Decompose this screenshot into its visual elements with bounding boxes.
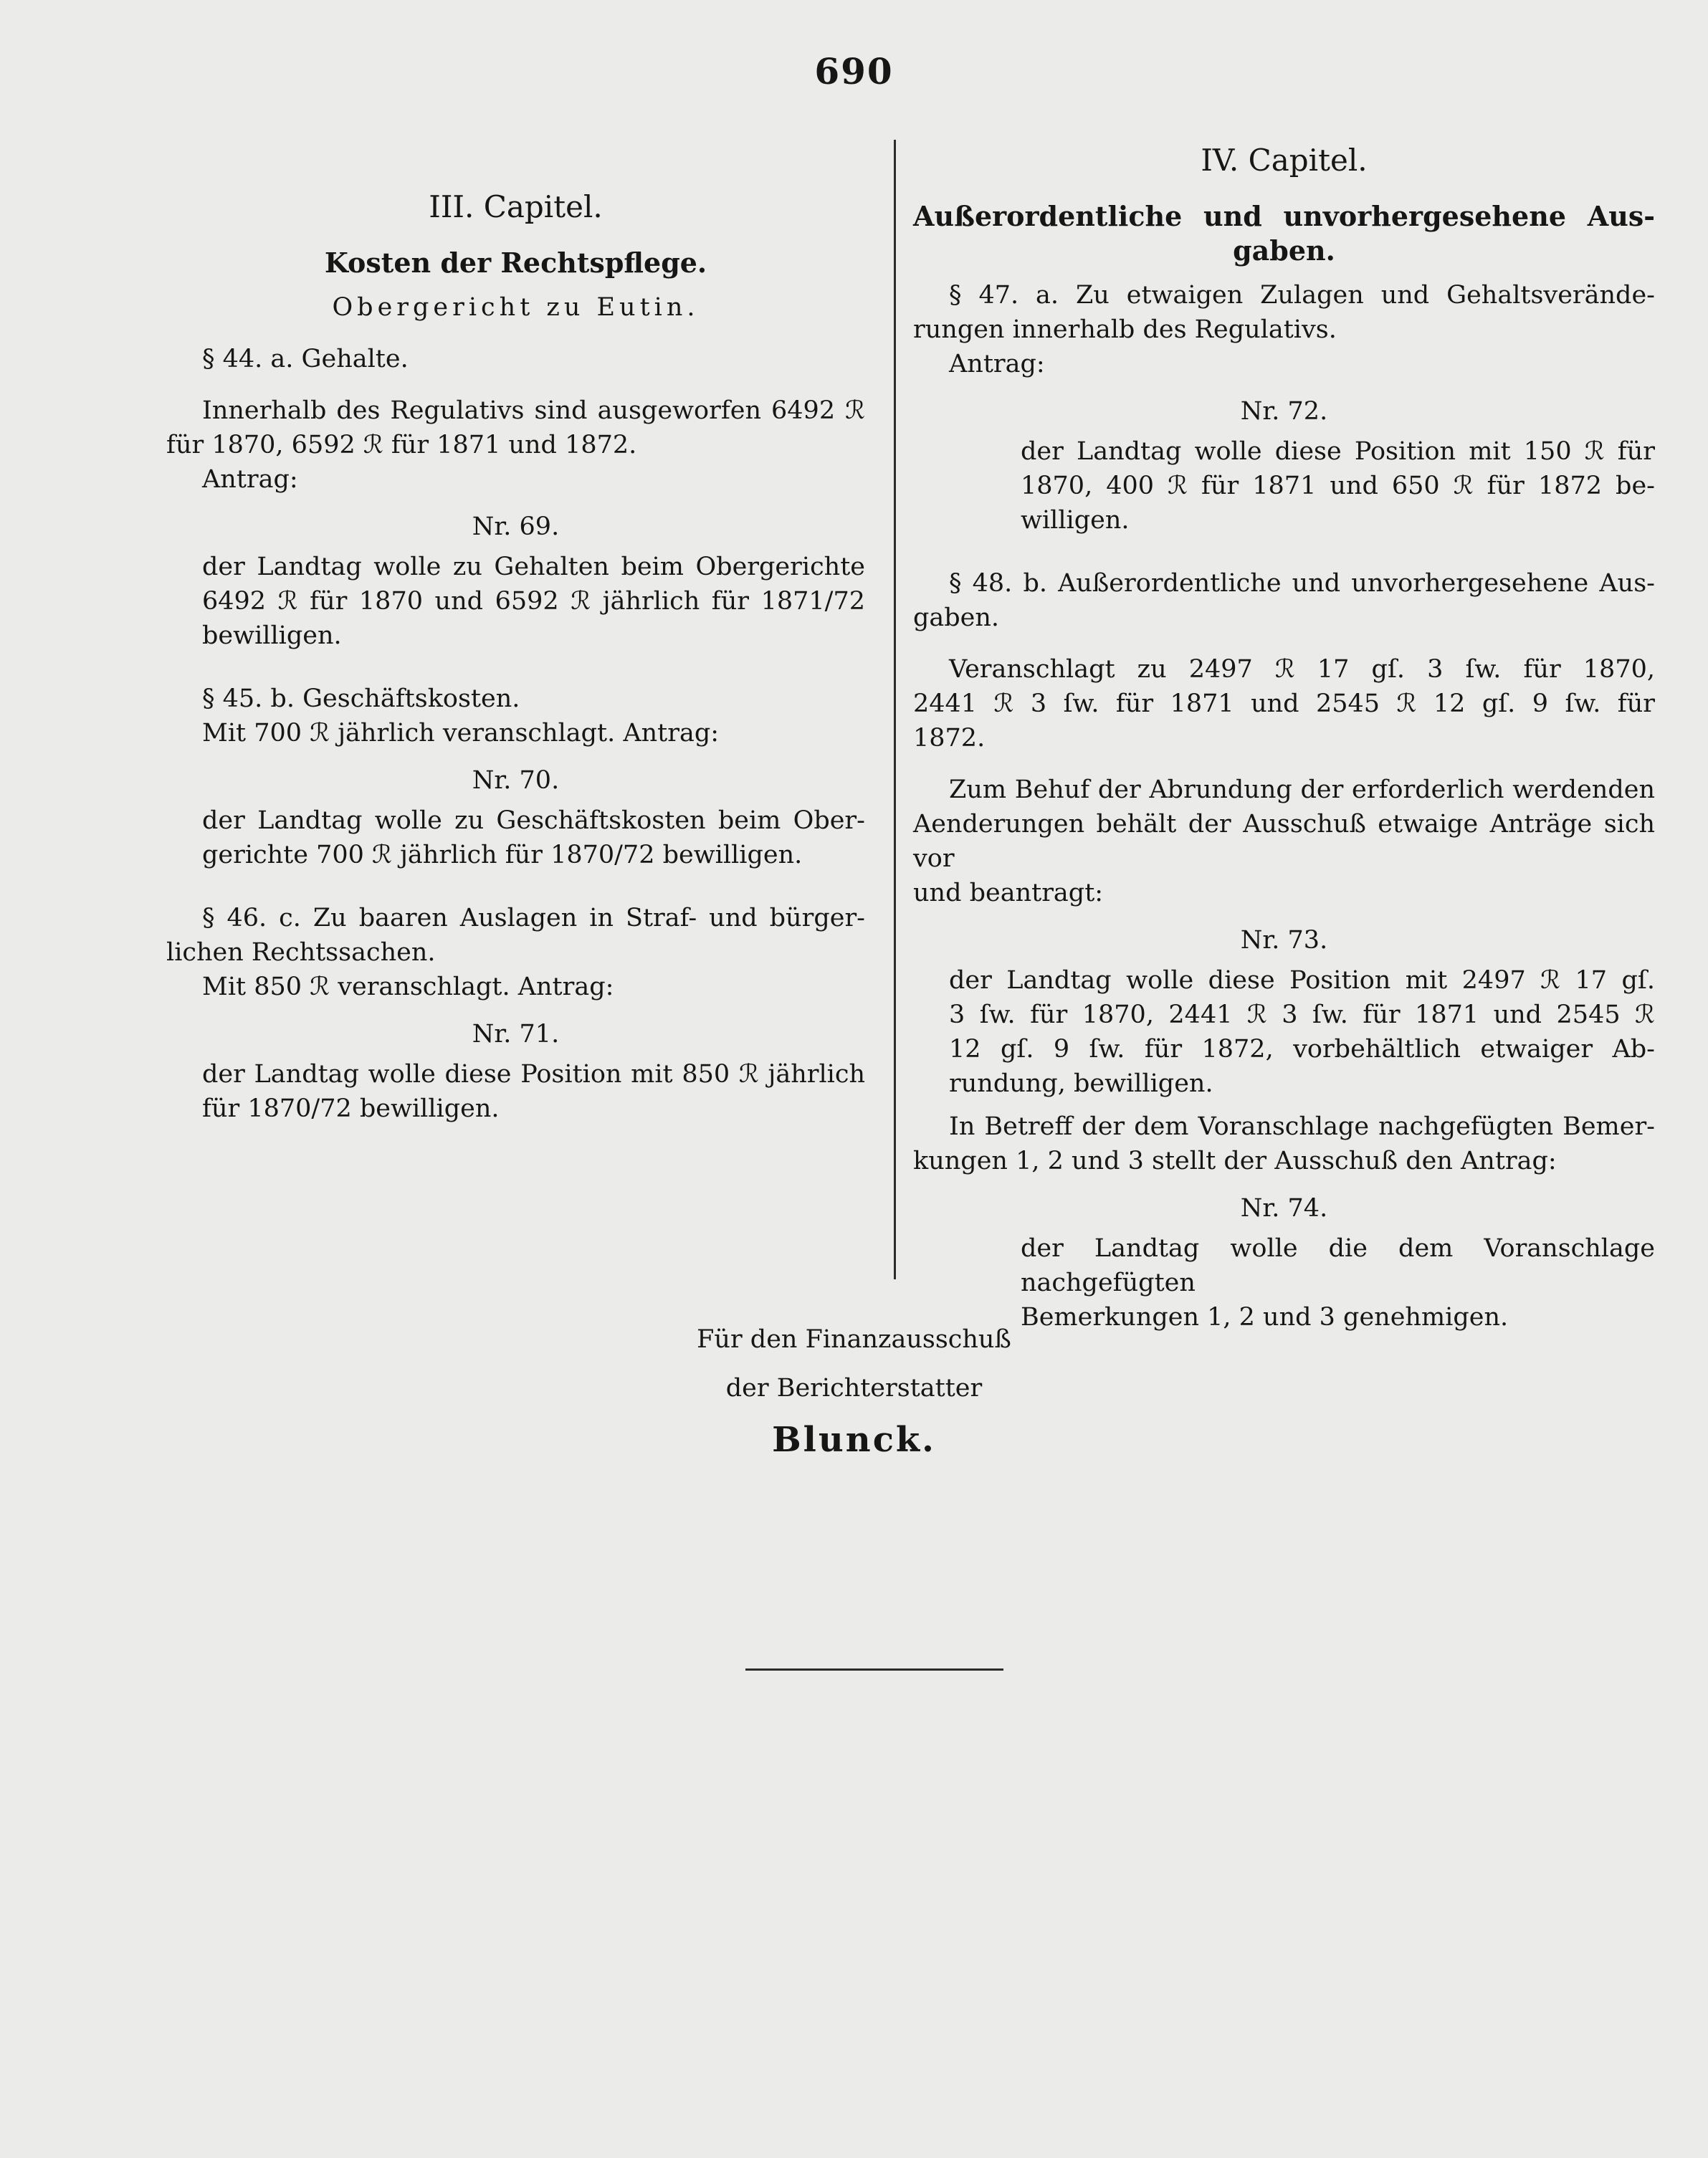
paragraph-44-line1: Innerhalb des Regulativs sind ausgeworfen 6492 ℛ [202, 396, 865, 425]
closing-rule [745, 1668, 1003, 1671]
paragraph-48-line3: Veranschlagt zu 2497 ℛ 17 gſ. 3 ſw. für 1870, [949, 655, 1655, 684]
paragraph-betreff-line2: kungen 1, 2 und 3 stellt der Ausschuß den Antrag: [913, 1147, 1557, 1175]
motion-71-line1: der Landtag wolle diese Position mit 850 ℛ jährlich [202, 1060, 865, 1089]
motion-73-line1: der Landtag wolle diese Position mit 2497 ℛ 17 gſ. [949, 966, 1655, 995]
paragraph-46-line3: Mit 850 ℛ veranschlagt. Antrag: [202, 973, 614, 1001]
antrag-label: Antrag: [202, 465, 298, 494]
motion-72-line1: der Landtag wolle diese Position mit 150 ℛ für [1021, 437, 1655, 466]
paragraph-45-title: § 45. b. Geschäftskosten. [202, 684, 520, 713]
motion-number-69: Nr. 69. [472, 512, 560, 541]
paragraph-46-line1: § 46. c. Zu baaren Auslagen in Straf- und bürger- [202, 904, 865, 932]
motion-number-70: Nr. 70. [472, 766, 560, 795]
motion-72-line3: willigen. [1021, 506, 1130, 535]
section-heading-left: Kosten der Rechtspflege. [324, 247, 707, 279]
motion-number-72: Nr. 72. [1240, 397, 1328, 426]
paragraph-abrundung-line2: Aenderungen behält der Ausschuß etwaige Anträge sich vor [913, 810, 1655, 873]
paragraph-48-line4: 2441 ℛ 3 ſw. für 1871 und 2545 ℛ 12 gſ. 9 ſw. für [913, 689, 1655, 718]
motion-number-71: Nr. 71. [472, 1020, 560, 1049]
column-divider [894, 140, 896, 1279]
motion-number-74: Nr. 74. [1240, 1194, 1328, 1223]
signature-line2: der Berichterstatter [725, 1374, 983, 1403]
left-column [166, 190, 865, 1126]
paragraph-48-line1: § 48. b. Außerordentliche und unvorhergesehene Aus- [949, 569, 1655, 598]
motion-69-line3: bewilligen. [202, 621, 342, 650]
motion-73-line3: 12 gſ. 9 ſw. für 1872, vorbehältlich etwaiger Ab- [949, 1035, 1655, 1064]
motion-70-line2: gerichte 700 ℛ jährlich für 1870/72 bewilligen. [202, 841, 803, 869]
section-heading-right-line2: gaben. [1233, 234, 1335, 267]
motion-number-73: Nr. 73. [1240, 926, 1328, 955]
motion-73-line2: 3 ſw. für 1870, 2441 ℛ 3 ſw. für 1871 und 2545 ℛ [949, 1001, 1655, 1029]
paragraph-46-line2: lichen Rechtssachen. [166, 938, 436, 967]
chapter-heading-left: III. Capitel. [429, 189, 603, 224]
signature-name: Blunck. [772, 1420, 936, 1460]
antrag-label-right: Antrag: [949, 350, 1045, 378]
paragraph-47-line1: § 47. a. Zu etwaigen Zulagen und Gehaltsverände- [949, 281, 1655, 310]
right-column [913, 143, 1655, 1335]
motion-74-line1: der Landtag wolle die dem Voranschlage nachgefügten [1021, 1234, 1655, 1297]
paragraph-abrundung-line1: Zum Behuf der Abrundung der erforderlich werdenden [949, 775, 1655, 804]
motion-70-line1: der Landtag wolle zu Geschäftskosten beim Ober- [202, 806, 865, 835]
signature-line1: Für den Finanzausschuß [697, 1325, 1011, 1354]
section-heading-right-line1: Außerordentliche und unvorhergesehene Aus- [913, 200, 1655, 232]
motion-72-line2: 1870, 400 ℛ für 1871 und 650 ℛ für 1872 be- [1021, 472, 1655, 500]
paragraph-abrundung-line3: und beantragt: [913, 879, 1104, 907]
signature-block [0, 1322, 1708, 1460]
paragraph-45-line1: Mit 700 ℛ jährlich veranschlagt. Antrag: [202, 719, 720, 748]
paragraph-48-line2: gaben. [913, 603, 1000, 632]
paragraph-47-line2: rungen innerhalb des Regulativs. [913, 315, 1337, 344]
chapter-heading-right: IV. Capitel. [1201, 143, 1368, 178]
motion-69-line1: der Landtag wolle zu Gehalten beim Obergerichte [202, 553, 865, 581]
paragraph-44-line2: für 1870, 6592 ℛ für 1871 und 1872. [166, 431, 637, 459]
subheading-left: Obergericht zu Eutin. [332, 293, 700, 322]
paragraph-44-title: § 44. a. Gehalte. [202, 345, 409, 373]
paragraph-betreff-line1: In Betreff der dem Voranschlage nachgefügten Bemer- [949, 1112, 1655, 1141]
motion-71-line2: für 1870/72 bewilligen. [202, 1094, 500, 1123]
motion-69-line2: 6492 ℛ für 1870 und 6592 ℛ jährlich für 1871/72 [202, 587, 865, 616]
paragraph-48-line5: 1872. [913, 724, 986, 753]
page-number: 690 [814, 50, 894, 92]
motion-74-line2: Bemerkungen 1, 2 und 3 genehmigen. [1021, 1303, 1509, 1332]
motion-73-line4: rundung, bewilligen. [949, 1069, 1213, 1098]
